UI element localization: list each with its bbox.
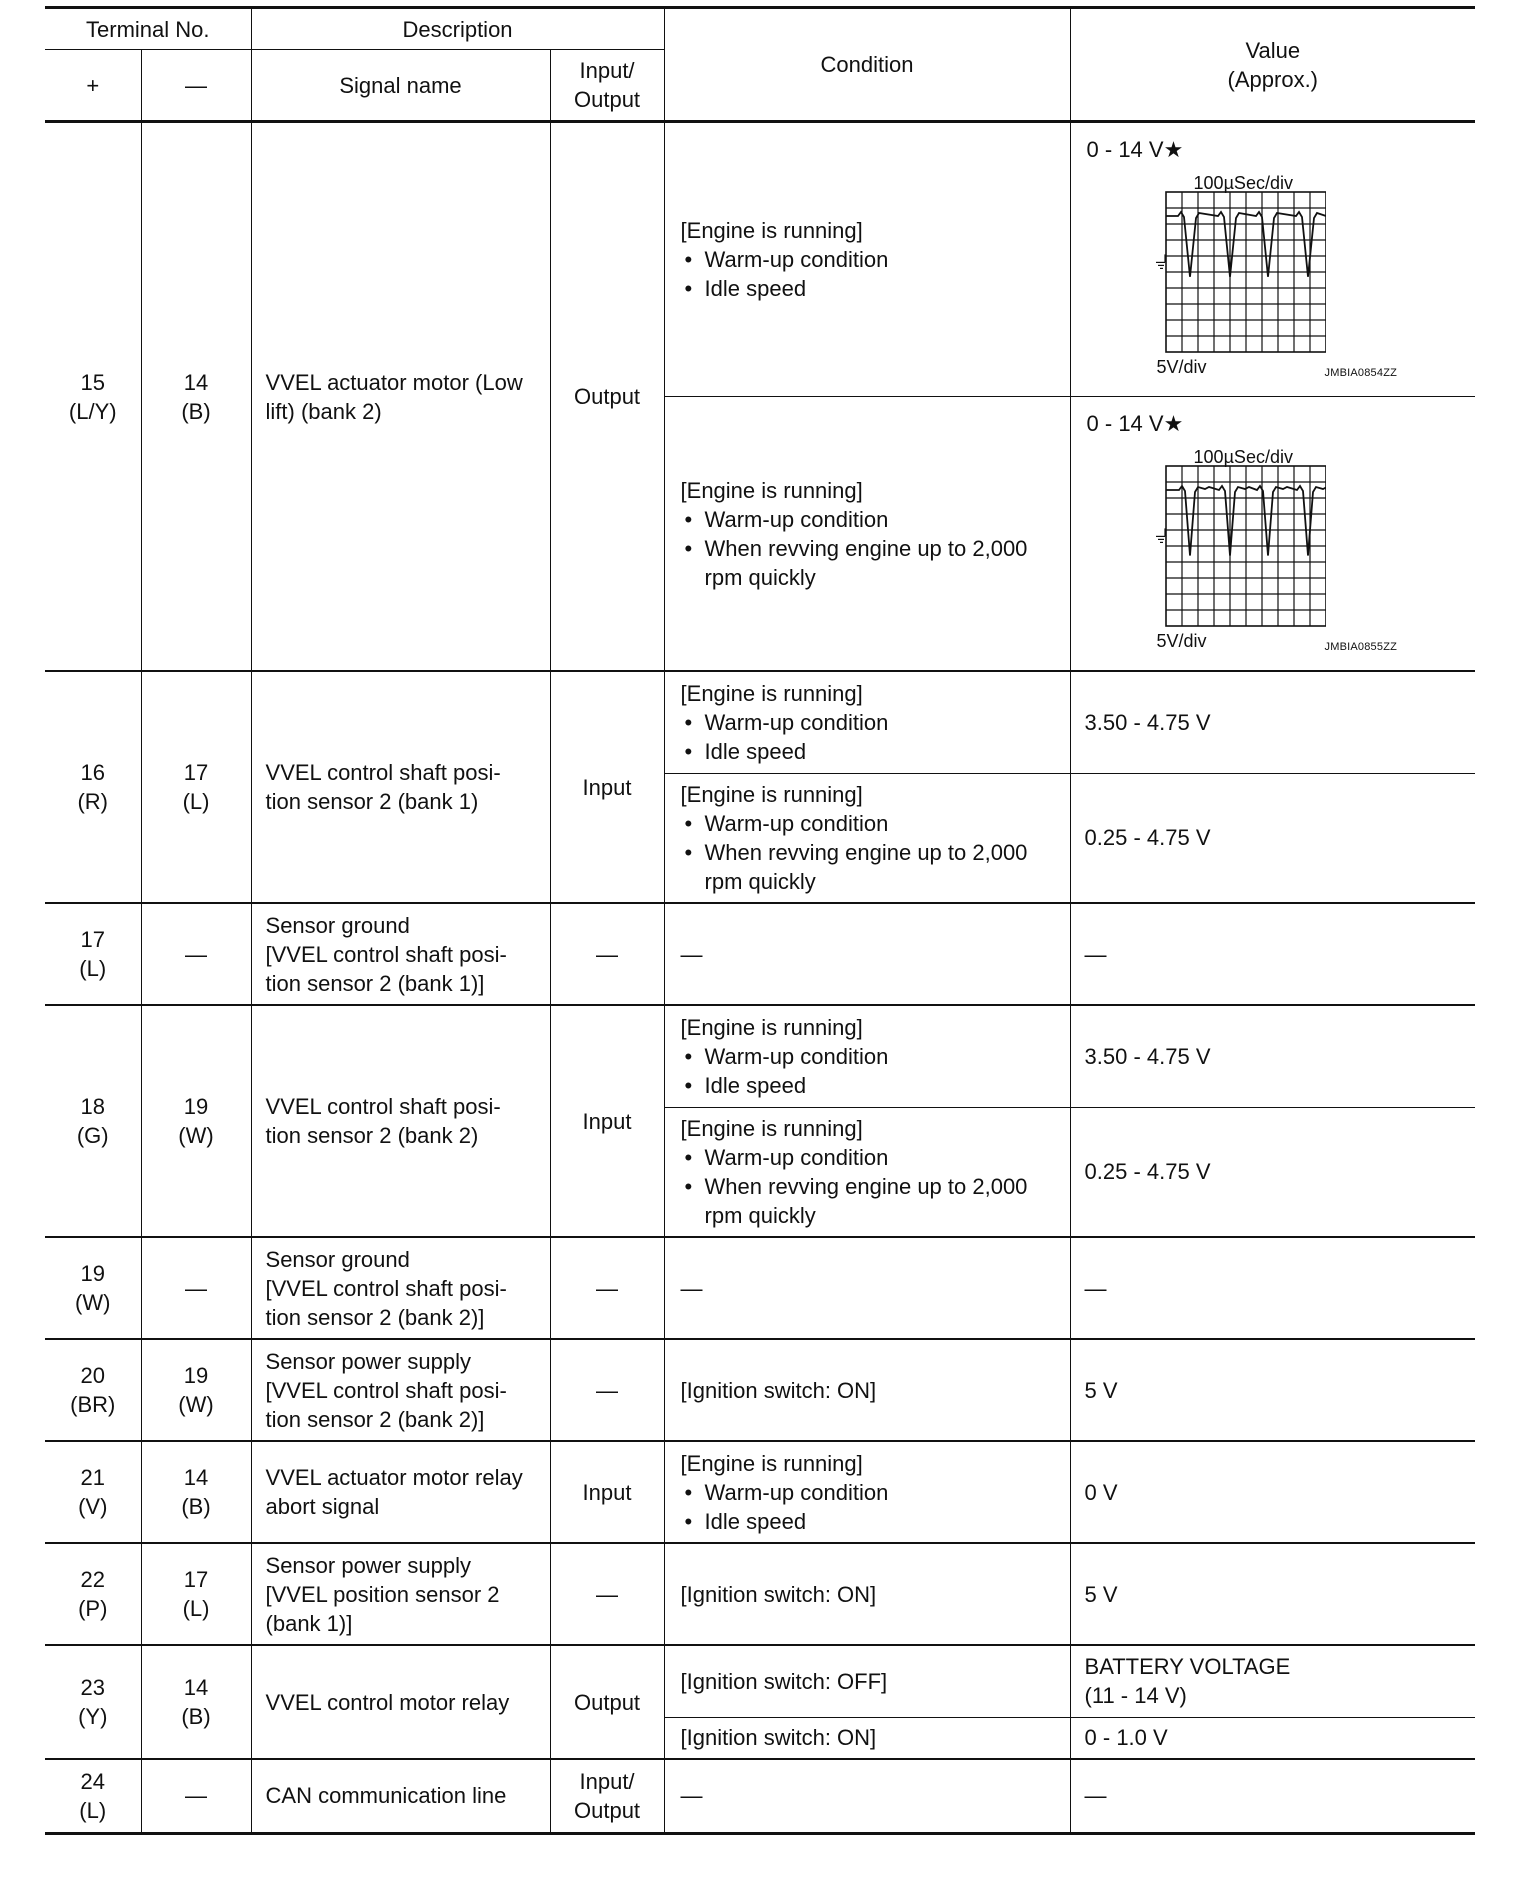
signal-name-line: (bank 1)] [265, 1610, 353, 1636]
value-cell: — [1070, 903, 1475, 1005]
header-plus: + [45, 50, 141, 122]
terminal-plus-color: (L) [79, 956, 107, 981]
condition-bullet: • Warm-up condition [681, 708, 1056, 737]
condition-bullet: • Warm-up condition [681, 245, 1056, 274]
value-cell: 0 - 1.0 V [1070, 1717, 1475, 1759]
waveform-figure [1071, 123, 1476, 396]
terminal-minus [141, 122, 251, 672]
condition-cell: — [664, 1759, 1070, 1833]
terminal-minus-color: (B) [181, 1704, 211, 1729]
terminal-plus-number: 17 [80, 927, 105, 952]
value-cell: 5 V [1070, 1543, 1475, 1645]
signal-name-line: VVEL control shaft posi- [265, 1094, 501, 1119]
condition-cell [664, 773, 1070, 903]
terminal-minus [141, 1543, 251, 1645]
header-description: Description [251, 8, 664, 50]
terminal-minus-color: (W) [178, 1123, 214, 1148]
terminal-minus-number: 19 [183, 1363, 209, 1388]
signal-name-line: tion sensor 2 (bank 2)] [265, 1406, 485, 1432]
signal-name [251, 1339, 550, 1441]
io-line: Input/ [579, 1768, 635, 1794]
terminal-minus [141, 1441, 251, 1543]
value-cell: 5 V [1070, 1339, 1475, 1441]
terminal-minus: — [141, 1759, 251, 1833]
table-row [45, 1005, 1475, 1107]
signal-name [251, 903, 550, 1005]
input-output: — [550, 1543, 664, 1645]
header-io-line1: Input/ [579, 58, 635, 83]
header-condition: Condition [664, 8, 1070, 122]
waveform-figure [1071, 397, 1476, 670]
signal-name-line: [VVEL control shaft posi- [265, 1275, 507, 1301]
terminal-plus-color: (W) [75, 1290, 111, 1315]
terminal-plus-color: (G) [76, 1123, 109, 1148]
condition-head: [Engine is running] [680, 781, 863, 807]
terminal-minus [141, 1339, 251, 1441]
signal-name-line: tion sensor 2 (bank 1)] [265, 970, 485, 996]
time-div-label: 100µSec/div [1193, 447, 1293, 467]
condition-cell [664, 397, 1070, 672]
ground-icon [1156, 528, 1165, 542]
input-output: Input [550, 1441, 664, 1543]
value-cell: 0 V [1070, 1441, 1475, 1543]
header-value-line1: Value [1245, 37, 1301, 63]
signal-name-line: [VVEL position sensor 2 [265, 1581, 500, 1607]
terminal-plus-number: 21 [80, 1465, 105, 1490]
volt-div-label: 5V/div [1156, 357, 1207, 377]
terminal-plus-color: (BR) [70, 1392, 116, 1417]
table-row [45, 1441, 1475, 1543]
value-line: (11 - 14 V) [1084, 1683, 1187, 1709]
value-cell-waveform [1070, 122, 1475, 397]
input-output: — [550, 1237, 664, 1339]
condition-head: [Engine is running] [680, 680, 863, 706]
terminal-minus-number: 14 [183, 1675, 209, 1700]
condition-head: [Engine is running] [680, 218, 863, 243]
table-row [45, 1543, 1475, 1645]
terminal-plus [45, 1645, 141, 1759]
input-output: — [550, 903, 664, 1005]
waveform-value-text: 0 - 14 V [1086, 411, 1164, 436]
waveform-value [1087, 135, 1184, 164]
condition-bullet: • Idle speed [681, 274, 1056, 303]
terminal-plus-color: (P) [78, 1596, 108, 1621]
value-cell: 0.25 - 4.75 V [1070, 773, 1475, 903]
condition-bullet: • Warm-up condition [681, 505, 1056, 534]
terminal-plus-color: (Y) [78, 1704, 108, 1729]
terminal-plus-number: 23 [80, 1675, 105, 1700]
condition-head: [Engine is running] [680, 477, 863, 503]
terminal-minus-number: 17 [183, 760, 209, 785]
signal-name: VVEL actuator motor (Low lift) (bank 2) [251, 122, 550, 672]
value-cell [1070, 1645, 1475, 1717]
input-output: — [550, 1339, 664, 1441]
condition-bullet: • Idle speed [681, 737, 1056, 766]
terminal-plus-color: (V) [78, 1494, 108, 1519]
signal-name-line: Sensor ground [265, 1246, 410, 1272]
condition-bullet: • When revving engine up to 2,000 rpm quickly [681, 534, 1056, 592]
table-row [45, 1645, 1475, 1717]
ground-icon [1156, 254, 1165, 268]
signal-name-line: tion sensor 2 (bank 2)] [265, 1304, 485, 1330]
table-row [45, 903, 1475, 1005]
header-signal-name: Signal name [251, 50, 550, 122]
input-output: Output [550, 122, 664, 672]
oscilloscope-grid [1156, 190, 1326, 356]
figure-code: JMBIA0854ZZ [1324, 367, 1398, 379]
terminal-plus-color: (L/Y) [68, 398, 117, 424]
io-line: Output [574, 1797, 641, 1823]
value-cell: — [1070, 1237, 1475, 1339]
signal-name [251, 1005, 550, 1237]
condition-cell [664, 671, 1070, 773]
signal-name-line: [VVEL control shaft posi- [265, 941, 507, 967]
value-cell: 3.50 - 4.75 V [1070, 671, 1475, 773]
condition-cell: [Ignition switch: ON] [664, 1717, 1070, 1759]
condition-bullet: • Warm-up condition [681, 1143, 1056, 1172]
value-line: BATTERY VOLTAGE [1084, 1654, 1291, 1680]
signal-name-line: Sensor power supply [265, 1348, 471, 1374]
volt-div-label: 5V/div [1156, 631, 1207, 651]
terminal-plus [45, 1237, 141, 1339]
condition-cell: [Ignition switch: ON] [664, 1339, 1070, 1441]
signal-name-line: VVEL actuator motor relay [265, 1465, 523, 1490]
terminal-minus-color: (L) [182, 1596, 210, 1621]
header-io-line2: Output [574, 87, 641, 112]
terminal-plus-number: 15 [80, 369, 105, 395]
terminal-minus-number: 19 [183, 1094, 209, 1119]
terminal-plus-number: 24 [80, 1768, 105, 1794]
table-row [45, 671, 1475, 773]
signal-name [251, 1441, 550, 1543]
signal-name-line: Sensor power supply [265, 1552, 471, 1578]
condition-bullet: • Warm-up condition [681, 1478, 1056, 1507]
header-terminal-no: Terminal No. [45, 8, 251, 50]
figure-code: JMBIA0855ZZ [1324, 641, 1398, 653]
signal-name: CAN communication line [251, 1759, 550, 1833]
condition-cell: — [664, 903, 1070, 1005]
input-output [550, 1759, 664, 1833]
terminal-minus [141, 1645, 251, 1759]
terminal-plus [45, 1759, 141, 1833]
condition-cell [664, 1005, 1070, 1107]
signal-name-line: tion sensor 2 (bank 1) [265, 789, 479, 814]
condition-bullet: • Warm-up condition [681, 1042, 1056, 1071]
terminal-plus [45, 671, 141, 903]
condition-bullet: • Idle speed [681, 1071, 1056, 1100]
signal-name [251, 1543, 550, 1645]
table-row [45, 122, 1475, 397]
value-cell: 0.25 - 4.75 V [1070, 1107, 1475, 1237]
condition-cell [664, 1107, 1070, 1237]
terminal-plus [45, 1441, 141, 1543]
value-cell-waveform [1070, 397, 1475, 672]
condition-head: [Engine is running] [680, 1115, 863, 1141]
terminal-minus-color: (B) [181, 1494, 211, 1519]
terminal-minus: — [141, 903, 251, 1005]
terminal-plus-number: 20 [80, 1363, 105, 1388]
condition-cell [664, 122, 1070, 397]
terminal-table [45, 6, 1475, 1835]
signal-name: VVEL control motor relay [251, 1645, 550, 1759]
input-output: Input [550, 671, 664, 903]
terminal-plus-number: 19 [80, 1261, 105, 1286]
star-icon: ★ [1163, 411, 1184, 436]
condition-bullet: • Idle speed [681, 1507, 1056, 1536]
terminal-plus-color: (R) [77, 789, 109, 814]
terminal-plus-color: (L) [79, 1797, 107, 1823]
terminal-plus [45, 1339, 141, 1441]
signal-name-line: VVEL control shaft posi- [265, 760, 501, 785]
condition-cell: [Ignition switch: OFF] [664, 1645, 1070, 1717]
signal-name-line: [VVEL control shaft posi- [265, 1377, 507, 1403]
table-row [45, 1237, 1475, 1339]
signal-name [251, 671, 550, 903]
terminal-plus [45, 1005, 141, 1237]
terminal-plus [45, 903, 141, 1005]
input-output: Input [550, 1005, 664, 1237]
input-output: Output [550, 1645, 664, 1759]
signal-name [251, 1237, 550, 1339]
condition-cell: — [664, 1237, 1070, 1339]
condition-bullet: • When revving engine up to 2,000 rpm quickly [681, 838, 1056, 896]
condition-cell: [Ignition switch: ON] [664, 1543, 1070, 1645]
terminal-minus-number: 17 [183, 1567, 209, 1592]
header-value [1070, 8, 1475, 122]
time-div-label: 100µSec/div [1193, 173, 1293, 193]
condition-cell [664, 1441, 1070, 1543]
terminal-minus-color: (B) [181, 398, 211, 424]
terminal-minus-color: (L) [182, 789, 210, 814]
header-minus: — [141, 50, 251, 122]
header-value-line2: (Approx.) [1227, 66, 1319, 92]
terminal-minus-color: (W) [178, 1392, 214, 1417]
condition-bullet: • Warm-up condition [681, 809, 1056, 838]
condition-head: [Engine is running] [680, 1450, 863, 1476]
terminal-minus: — [141, 1237, 251, 1339]
waveform-value [1087, 409, 1184, 438]
terminal-minus-number: 14 [183, 1465, 209, 1490]
terminal-plus-number: 18 [80, 1094, 105, 1119]
terminal-plus [45, 122, 141, 672]
signal-name-line: tion sensor 2 (bank 2) [265, 1123, 479, 1148]
terminal-minus-number: 14 [183, 369, 209, 395]
condition-head: [Engine is running] [680, 1014, 863, 1040]
terminal-plus [45, 1543, 141, 1645]
terminal-minus [141, 1005, 251, 1237]
terminal-plus-number: 16 [80, 760, 105, 785]
signal-name-line: Sensor ground [265, 912, 410, 938]
oscilloscope-grid [1156, 464, 1326, 630]
value-cell: — [1070, 1759, 1475, 1833]
terminal-plus-number: 22 [80, 1567, 105, 1592]
signal-name-line: abort signal [265, 1494, 380, 1519]
value-cell: 3.50 - 4.75 V [1070, 1005, 1475, 1107]
waveform-value-text: 0 - 14 V [1086, 137, 1164, 162]
terminal-minus [141, 671, 251, 903]
table-row [45, 1759, 1475, 1833]
star-icon: ★ [1163, 137, 1184, 162]
header-input-output [550, 50, 664, 122]
table-row [45, 1339, 1475, 1441]
condition-bullet: • When revving engine up to 2,000 rpm quickly [681, 1172, 1056, 1230]
